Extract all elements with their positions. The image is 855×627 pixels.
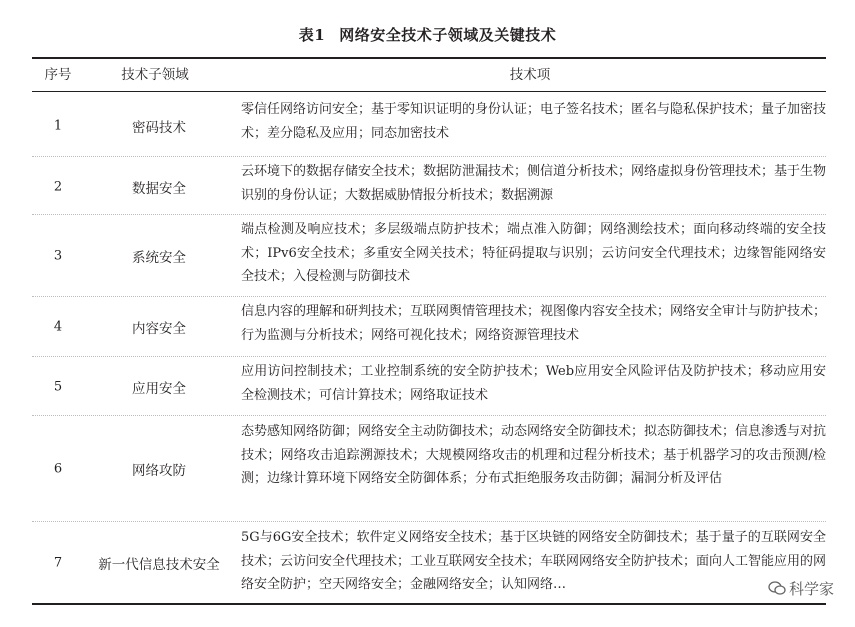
table-row xyxy=(32,300,826,354)
row-items: 5G与6G安全技术；软件定义网络安全技术；基于区块链的网络安全防御技术；基于量子的互联网安全技术；云访问安全代理技术；工业互联网安全技术；车联网网络安全防护技术；面向人工智能应用的网络安全防护；空天网络安全；金融网络安全；认知网络… xyxy=(241,530,827,592)
row-divider xyxy=(32,214,826,215)
row-domain: 网络攻防 xyxy=(132,463,186,479)
row-items: 态势感知网络防御；网络安全主动防御技术；动态网络安全防御技术；拟态防御技术；信息渗透与对抗技术；网络攻击追踪溯源技术；大规模网络攻击的机理和过程分析技术；基于机器学习的攻击预测/检测；边缘计算环境下网络安全防御体系；分布式拒绝服务攻击防御；漏洞分析及评估 xyxy=(241,424,827,486)
row-items: 云环境下的数据存储安全技术；数据防泄漏技术；侧信道分析技术；网络虚拟身份管理技术；基于生物识别的身份认证；大数据威胁情报分析技术；数据溯源 xyxy=(241,164,827,203)
table-row xyxy=(32,360,826,414)
row-domain: 应用安全 xyxy=(132,381,186,397)
row-divider xyxy=(32,356,826,357)
row-number: 4 xyxy=(53,319,63,335)
row-divider xyxy=(32,521,826,522)
row-items: 应用访问控制技术；工业控制系统的安全防护技术；Web应用安全风险评估及防护技术；移动应用安全检测技术；可信计算技术；网络取证技术 xyxy=(241,364,826,403)
row-domain: 内容安全 xyxy=(132,321,186,337)
header-rule xyxy=(32,91,826,92)
header-items: 技术项 xyxy=(509,67,551,83)
row-number: 3 xyxy=(53,248,63,264)
wechat-icon xyxy=(768,581,786,599)
table-row xyxy=(32,98,826,154)
row-items: 端点检测及响应技术；多层级端点防护技术；端点准入防御；网络测绘技术；面向移动终端的安全技术；IPv6安全技术；多重安全网关技术；特征码提取与识别；云访问安全代理技术；边缘智能网络安全技术；入侵检测与防御技术 xyxy=(241,222,826,284)
row-items: 信息内容的理解和研判技术；互联网舆情管理技术；视图像内容安全技术；网络安全审计与防护技术；行为监测与分析技术；网络可视化技术；网络资源管理技术 xyxy=(241,304,827,343)
row-number: 1 xyxy=(53,118,63,134)
top-rule xyxy=(32,57,826,59)
table-title: 网络安全技术子领域及关键技术 xyxy=(339,26,557,44)
row-domain: 系统安全 xyxy=(132,250,186,266)
table-number: 表1 xyxy=(298,26,326,44)
row-number: 6 xyxy=(53,461,63,477)
row-domain: 数据安全 xyxy=(132,181,186,197)
watermark-text: 科学家 xyxy=(788,580,834,598)
row-items: 零信任网络访问安全；基于零知识证明的身份认证；电子签名技术；匿名与隐私保护技术；量子加密技术；差分隐私及应用；同态加密技术 xyxy=(241,102,827,141)
watermark xyxy=(765,578,837,599)
row-number: 5 xyxy=(53,379,63,395)
row-number: 2 xyxy=(53,179,63,195)
bottom-rule xyxy=(32,603,826,605)
table-row xyxy=(32,218,826,294)
table-row xyxy=(32,160,826,214)
header-no: 序号 xyxy=(44,67,72,83)
table-caption xyxy=(0,24,855,45)
table-row xyxy=(32,420,826,518)
row-domain: 新一代信息技术安全 xyxy=(98,557,220,573)
row-divider xyxy=(32,415,826,416)
table-row xyxy=(32,526,826,600)
header-domain: 技术子领域 xyxy=(121,67,189,83)
row-domain: 密码技术 xyxy=(132,120,186,136)
row-divider xyxy=(32,296,826,297)
row-number: 7 xyxy=(53,555,63,571)
row-divider xyxy=(32,156,826,157)
